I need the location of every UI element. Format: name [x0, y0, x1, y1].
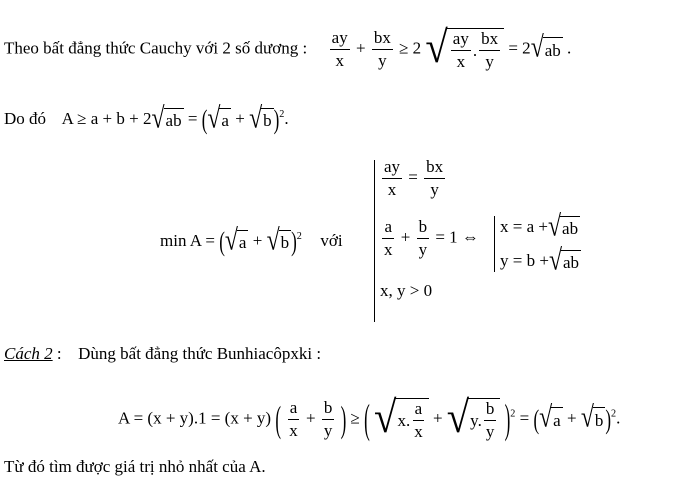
sqrt-b: √ b: [266, 224, 290, 258]
conclusion-line: Từ đó tìm được giá trị nhỏ nhất của A.: [4, 457, 266, 476]
sqrt-product: √ $\frac{ay}{x}$ . $\frac{bx}{y}$: [425, 28, 504, 71]
sqrt-a: √ a: [207, 102, 229, 136]
sqrt-ab: √ ab: [530, 31, 561, 65]
condition-1: $\frac{ay}{x}$ = $\frac{bx}{y}$: [384, 157, 444, 199]
solution-brace: [494, 216, 495, 272]
min-a-line: min A = ( √ a + √ b )$^2$ với: [160, 224, 343, 258]
cauchy-text: Theo bất đẳng thức Cauchy với 2 số dương :: [4, 38, 308, 58]
condition-2: $\frac{a}{x}$ + $\frac{b}{y}$ = 1 ⇔: [384, 217, 479, 259]
bunhiacopxki-line: A = (x + y).1 = (x + y) ( $\frac{a}{x}$ + $\frac{b}{y}$ ) ≥ ( √ x. $\frac{a}{x}$ + √ y. $\frac{b}{y}$ )$^2$ = ( √ a + √ b )$^2$.: [118, 392, 621, 443]
sqrt-a: √ a: [224, 224, 247, 258]
solution-x: x = a + √ ab: [500, 210, 579, 244]
system-brace: [374, 160, 375, 322]
sqrt-b: √ b: [249, 102, 272, 136]
solution-y: y = b + √ ab: [500, 244, 580, 278]
sqrt-ab: √ ab: [151, 102, 182, 136]
method-2-line: Cách 2 : Dùng bất đẳng thức Bunhiacôpxki :: [4, 344, 322, 363]
condition-3: x, y > 0: [380, 281, 433, 300]
cauchy-line: Theo bất đẳng thức Cauchy với 2 số dương : $\frac{ay}{x}$ + $\frac{bx}{y}$ ≥ 2 √ $\frac{ay}{x}$ . $\frac{bx}{y}$ = 2 √ ab .: [4, 22, 572, 73]
fraction-bx-y: $\frac{bx}{y}$: [373, 28, 391, 70]
fraction-ay-x: $\frac{ay}{x}$: [331, 28, 348, 70]
method-2-label: Cách 2: [4, 344, 53, 363]
do-do-line: Do đó A ≥ a + b + 2 √ ab = ( √ a + √ b )$^2$.: [4, 102, 289, 136]
